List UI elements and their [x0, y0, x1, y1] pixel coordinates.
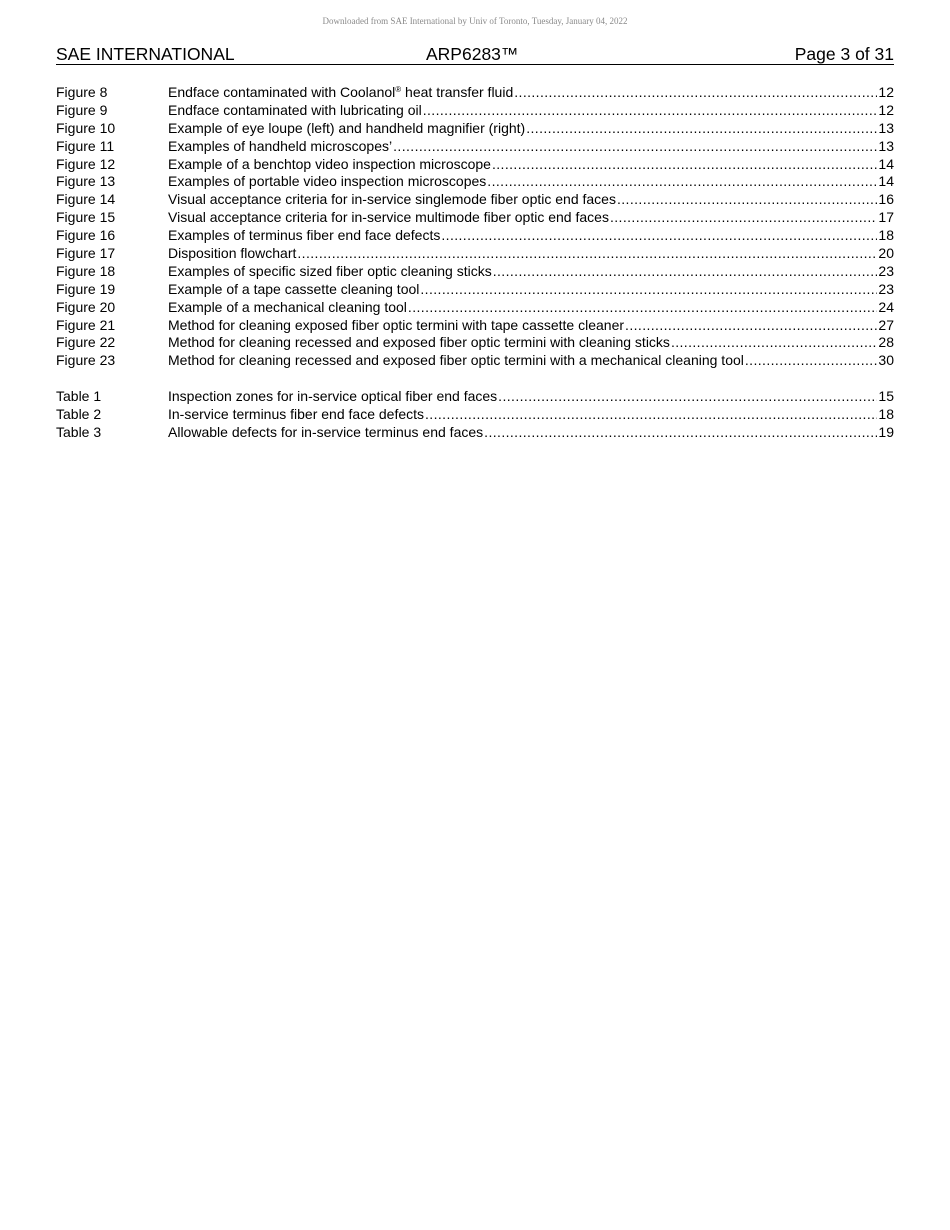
- dot-leader: [484, 424, 877, 442]
- toc-title: Method for cleaning recessed and exposed fiber optic termini with a mechanical cleaning tool: [168, 352, 744, 369]
- toc-label: Figure 10: [56, 119, 116, 136]
- toc-title: Endface contaminated with Coolanol® heat transfer fluid: [168, 84, 514, 100]
- dot-leader: [393, 138, 877, 156]
- toc-page: 23: [878, 262, 894, 279]
- registered-mark: ®: [395, 85, 402, 94]
- toc-label: Table 3: [56, 423, 102, 440]
- dot-leader: [425, 406, 877, 424]
- toc-label: Figure 19: [56, 280, 116, 297]
- toc-entry-figure-8[interactable]: [56, 84, 894, 102]
- dot-leader: [671, 334, 877, 352]
- dot-leader: [617, 191, 877, 209]
- toc-label: Table 2: [56, 406, 102, 423]
- header-doc-number: ARP6283™: [426, 44, 519, 64]
- toc-label: Figure 20: [56, 298, 116, 315]
- toc-entry-figure-17[interactable]: [56, 245, 894, 263]
- toc-page: 20: [878, 245, 894, 262]
- toc-entry-figure-21[interactable]: [56, 317, 894, 335]
- toc-label: Table 1: [56, 388, 102, 405]
- toc-label: Figure 13: [56, 173, 116, 190]
- toc-page: 18: [878, 406, 894, 423]
- toc-label: Figure 22: [56, 334, 116, 351]
- toc-entry-table-1[interactable]: [56, 388, 894, 406]
- toc-title: Inspection zones for in-service optical fiber end faces: [168, 388, 498, 405]
- toc-title: In-service terminus fiber end face defects: [168, 406, 425, 423]
- toc-label: Figure 12: [56, 155, 116, 172]
- dot-leader: [493, 263, 878, 281]
- toc-label: Figure 11: [56, 137, 115, 154]
- toc-entry-figure-14[interactable]: [56, 191, 894, 209]
- header-org: SAE INTERNATIONAL: [56, 44, 235, 64]
- section-spacer: [56, 370, 894, 388]
- toc-label: Figure 17: [56, 245, 116, 262]
- list-of-figures-and-tables: [56, 84, 894, 442]
- toc-page: 14: [878, 155, 894, 172]
- toc-page: 15: [878, 388, 894, 405]
- toc-title: Visual acceptance criteria for in-service multimode fiber optic end faces: [168, 209, 609, 226]
- toc-label: Figure 15: [56, 209, 116, 226]
- toc-title: Example of a benchtop video inspection microscope: [168, 155, 491, 172]
- toc-page: 16: [878, 191, 894, 208]
- dot-leader: [408, 299, 878, 317]
- download-watermark: Downloaded from SAE International by Univ of Toronto, Tuesday, January 04, 2022: [322, 16, 628, 26]
- toc-entry-figure-10[interactable]: [56, 120, 894, 138]
- toc-page: 23: [878, 280, 894, 297]
- toc-page: 28: [878, 334, 894, 351]
- toc-title: Endface contaminated with lubricating oil: [168, 101, 422, 118]
- toc-title: Method for cleaning exposed fiber optic termini with tape cassette cleaner: [168, 316, 625, 333]
- toc-label: Figure 18: [56, 262, 116, 279]
- toc-entry-figure-18[interactable]: [56, 263, 894, 281]
- toc-page: 12: [878, 101, 894, 118]
- toc-title: Example of a tape cassette cleaning tool: [168, 280, 420, 297]
- toc-entry-figure-13[interactable]: [56, 173, 894, 191]
- toc-page: 14: [878, 173, 894, 190]
- toc-label: Figure 14: [56, 191, 116, 208]
- header-page-number: Page 3 of 31: [794, 44, 894, 64]
- toc-label: Figure 16: [56, 227, 116, 244]
- toc-title: Examples of portable video inspection microscopes: [168, 173, 487, 190]
- toc-title: Disposition flowchart: [168, 245, 297, 262]
- toc-title: Allowable defects for in-service terminus end faces: [168, 423, 484, 440]
- toc-entry-table-3[interactable]: [56, 424, 894, 442]
- toc-page: 30: [878, 352, 894, 369]
- toc-page: 17: [878, 209, 894, 226]
- dot-leader: [625, 317, 877, 335]
- dot-leader: [498, 388, 877, 406]
- toc-page: 19: [878, 423, 894, 440]
- toc-entry-figure-19[interactable]: [56, 281, 894, 299]
- toc-entry-figure-22[interactable]: [56, 334, 894, 352]
- dot-leader: [487, 173, 877, 191]
- toc-page: 18: [878, 227, 894, 244]
- toc-entry-figure-9[interactable]: [56, 102, 894, 120]
- dot-leader: [441, 227, 877, 245]
- toc-page: 13: [878, 119, 894, 136]
- toc-page: 24: [878, 298, 894, 315]
- toc-entry-figure-15[interactable]: [56, 209, 894, 227]
- toc-title: Example of a mechanical cleaning tool: [168, 298, 407, 315]
- toc-title: Examples of specific sized fiber optic cleaning sticks: [168, 262, 492, 279]
- dot-leader: [420, 281, 877, 299]
- toc-label: Figure 21: [56, 316, 116, 333]
- toc-title: Examples of terminus fiber end face defects: [168, 227, 441, 244]
- toc-title: Examples of handheld microscopes’: [168, 137, 393, 154]
- dot-leader: [514, 84, 877, 102]
- dot-leader: [745, 352, 878, 370]
- toc-entry-figure-23[interactable]: [56, 352, 894, 370]
- dot-leader: [423, 102, 878, 120]
- toc-entry-table-2[interactable]: [56, 406, 894, 424]
- toc-page: 27: [878, 316, 894, 333]
- toc-entry-figure-16[interactable]: [56, 227, 894, 245]
- dot-leader: [526, 120, 877, 138]
- toc-title: Method for cleaning recessed and exposed fiber optic termini with cleaning sticks: [168, 334, 670, 351]
- toc-title: Visual acceptance criteria for in-service singlemode fiber optic end faces: [168, 191, 616, 208]
- toc-title: Example of eye loupe (left) and handheld magnifier (right): [168, 119, 526, 136]
- page-header: [56, 44, 894, 65]
- dot-leader: [492, 156, 877, 174]
- dot-leader: [610, 209, 877, 227]
- toc-entry-figure-12[interactable]: [56, 156, 894, 174]
- toc-entry-figure-20[interactable]: [56, 299, 894, 317]
- toc-label: Figure 9: [56, 101, 108, 118]
- toc-page: 13: [878, 137, 894, 154]
- toc-label: Figure 23: [56, 352, 116, 369]
- dot-leader: [297, 245, 877, 263]
- toc-entry-figure-11[interactable]: [56, 138, 894, 156]
- toc-label: Figure 8: [56, 84, 108, 100]
- toc-page: 12: [878, 84, 894, 100]
